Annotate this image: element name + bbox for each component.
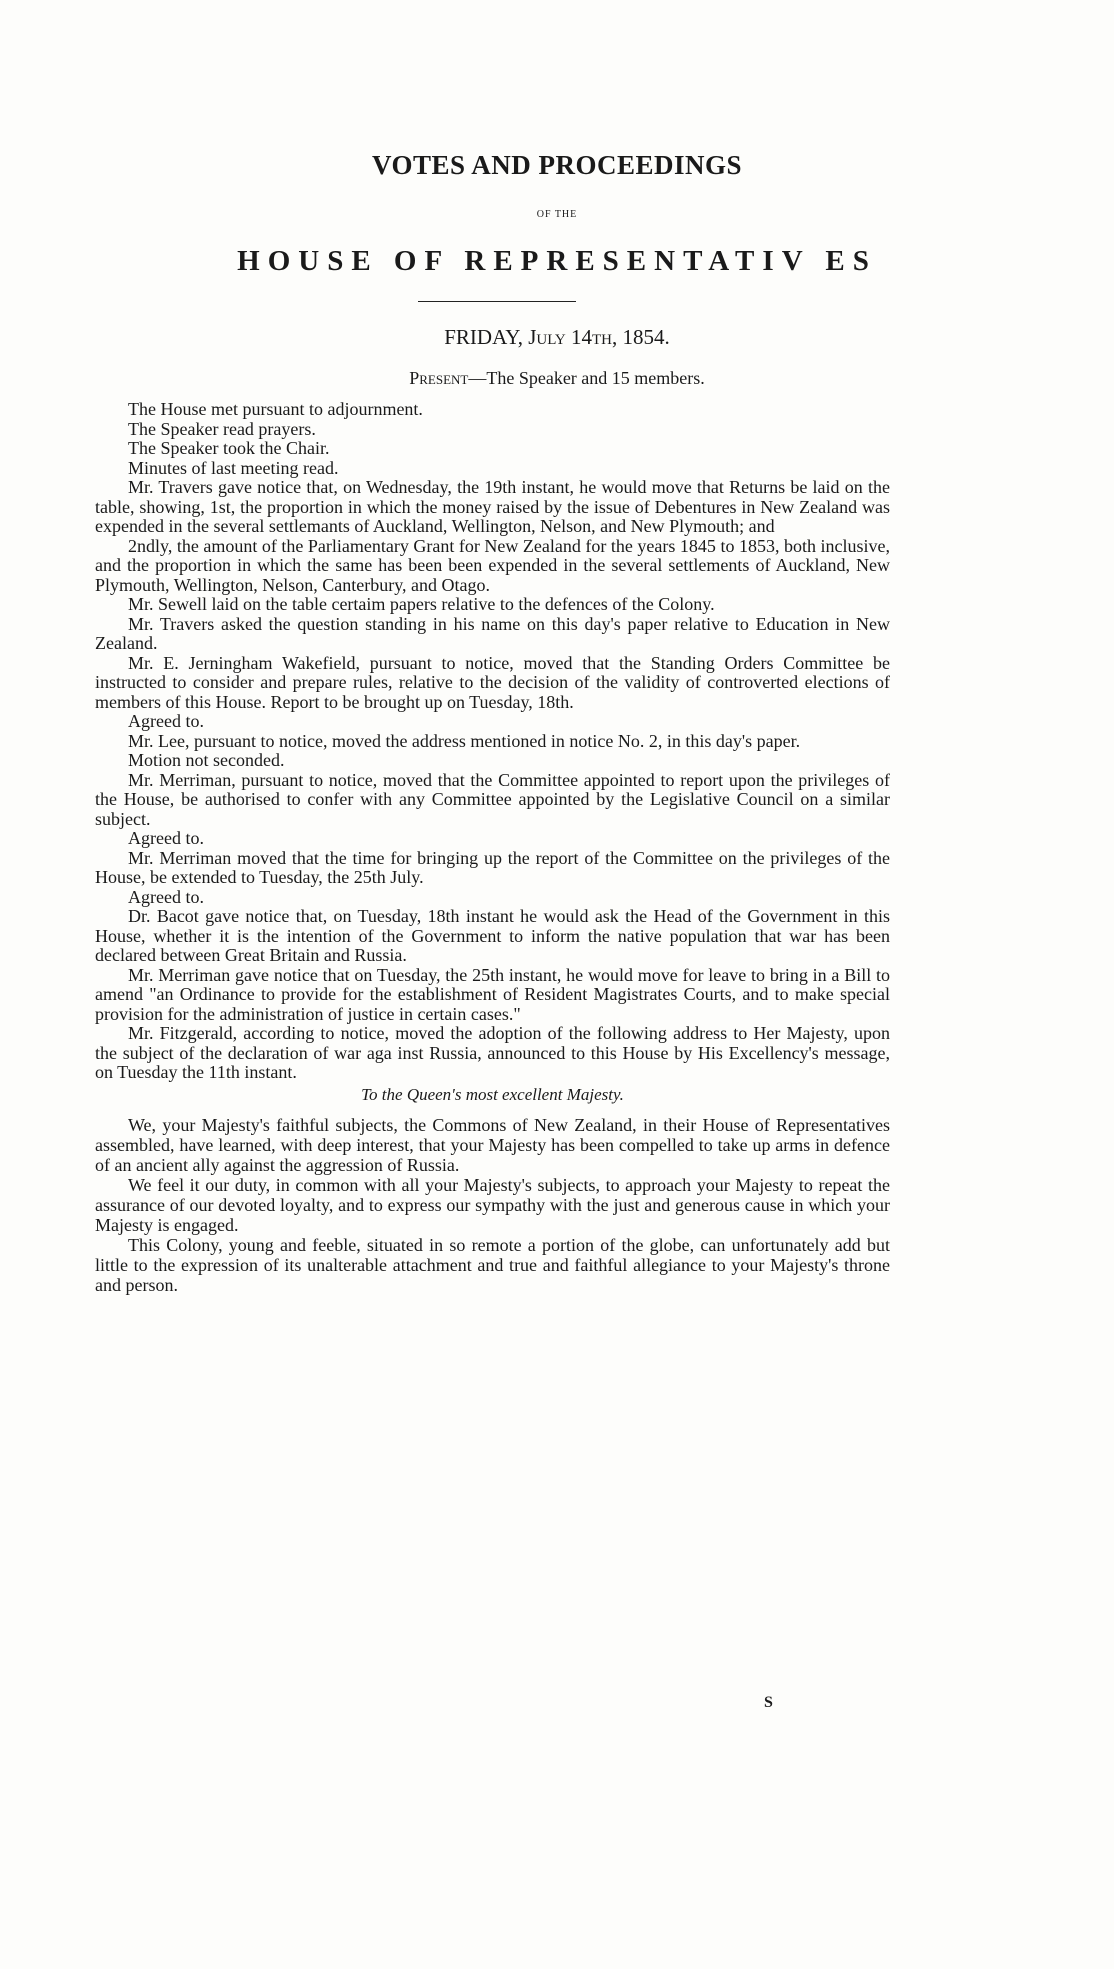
house-heading: HOUSE OF REPRESENTATIV ES bbox=[237, 245, 877, 277]
title-divider bbox=[418, 301, 576, 302]
paragraph: Mr. Merriman moved that the time for bringing up the report of the Committee on the privileges of the House, be extended to Tuesday, the 25th July. bbox=[95, 847, 890, 887]
paragraph: Mr. E. Jerningham Wakefield, pursuant to notice, moved that the Standing Orders Committee be instructed to consider and prepare rules, relative to the decision of the validity of controverted elections of members of this House. Report to be brought up on Tuesday, 18th. bbox=[95, 652, 890, 712]
paragraph: Minutes of last meeting read. bbox=[128, 457, 339, 478]
paragraph: Agreed to. bbox=[128, 886, 204, 907]
paragraph: Motion not seconded. bbox=[128, 750, 285, 770]
address-heading: To the Queen's most excellent Majesty. bbox=[361, 1084, 624, 1104]
paragraph: Mr. Travers asked the question standing in his name on this day's paper relative to Education in New Zealand. bbox=[95, 613, 890, 653]
proceedings-body bbox=[95, 400, 890, 1295]
paragraph: Mr. Merriman, pursuant to notice, moved that the Committee appointed to report upon the privileges of the House, be authorised to confer with any Committee appointed by the Legislative Council on a similar subject. bbox=[95, 769, 890, 829]
paragraph: 2ndly, the amount of the Parliamentary Grant for New Zealand for the years 1845 to 1853, both inclusive, and the proportion in which the same has been been expended in the several settlements of Auckland, New Plymouth, Wellington, Nelson, Canterbury, and Otago. bbox=[95, 535, 890, 595]
present-text: —The Speaker and 15 members. bbox=[468, 368, 705, 388]
paragraph: The Speaker took the Chair. bbox=[128, 438, 330, 458]
paragraph: The House met pursuant to adjournment. bbox=[128, 399, 423, 419]
page-title: VOTES AND PROCEEDINGS bbox=[371, 150, 743, 180]
paragraph: Mr. Travers gave notice that, on Wednesday, the 19th instant, he would move that Returns be laid on the table, showing, 1st, the proportion in which the money raised by the issue of Debentures in New Zealand was expended in the several settlemants of Auckland, Wellington, Nelson, and New Plymouth; and bbox=[95, 477, 890, 536]
paragraph: Mr. Sewell laid on the table certaim papers relative to the defences of the Colony. bbox=[128, 594, 715, 614]
address-paragraph: We feel it our duty, in common with all your Majesty's subjects, to approach your Majesty to repeat the assurance of our devoted loyalty, and to express our sympathy with the just and generous cause in which your Majesty is engaged. bbox=[95, 1174, 890, 1235]
session-date: FRIDAY, July 14th, 1854. bbox=[444, 325, 670, 349]
present-label: Present bbox=[409, 368, 469, 388]
paragraph: Mr. Merriman gave notice that on Tuesday, the 25th instant, he would move for leave to bring in a Bill to amend "an Ordinance to provide for the establishment of Resident Magistrates Courts, and to make special provision for the administration of justice in certain cases." bbox=[95, 964, 890, 1024]
paragraph: Mr. Lee, pursuant to notice, moved the address mentioned in notice No. 2, in this day's paper. bbox=[128, 730, 801, 751]
of-the-line: OF THE bbox=[536, 209, 578, 220]
address-paragraph: This Colony, young and feeble, situated in so remote a portion of the globe, can unfortunately add but little to the expression of its unalterable attachment and true and faithful allegiance to your Majesty's throne and person. bbox=[95, 1234, 890, 1295]
signature-mark: S bbox=[764, 1694, 773, 1711]
present-line bbox=[0, 368, 1114, 389]
paragraph: Agreed to. bbox=[128, 828, 204, 848]
paragraph: Agreed to. bbox=[128, 711, 204, 731]
paragraph: The Speaker read prayers. bbox=[128, 418, 316, 439]
paragraph: Mr. Fitzgerald, according to notice, moved the adoption of the following address to Her Majesty, upon the subject of the declaration of war aga inst Russia, announced to this House by His Excellency's message, on Tuesday the 11th instant. bbox=[95, 1023, 890, 1082]
address-paragraph: We, your Majesty's faithful subjects, the Commons of New Zealand, in their House of Representatives assembled, have learned, with deep interest, that your Majesty has been compelled to take up arms in defence of an ancient ally against the aggression of Russia. bbox=[95, 1114, 890, 1175]
paragraph: Dr. Bacot gave notice that, on Tuesday, 18th instant he would ask the Head of the Government in this House, whether it is the intention of the Government to inform the native population that war has been declared between Great Britain and Russia. bbox=[95, 906, 890, 965]
